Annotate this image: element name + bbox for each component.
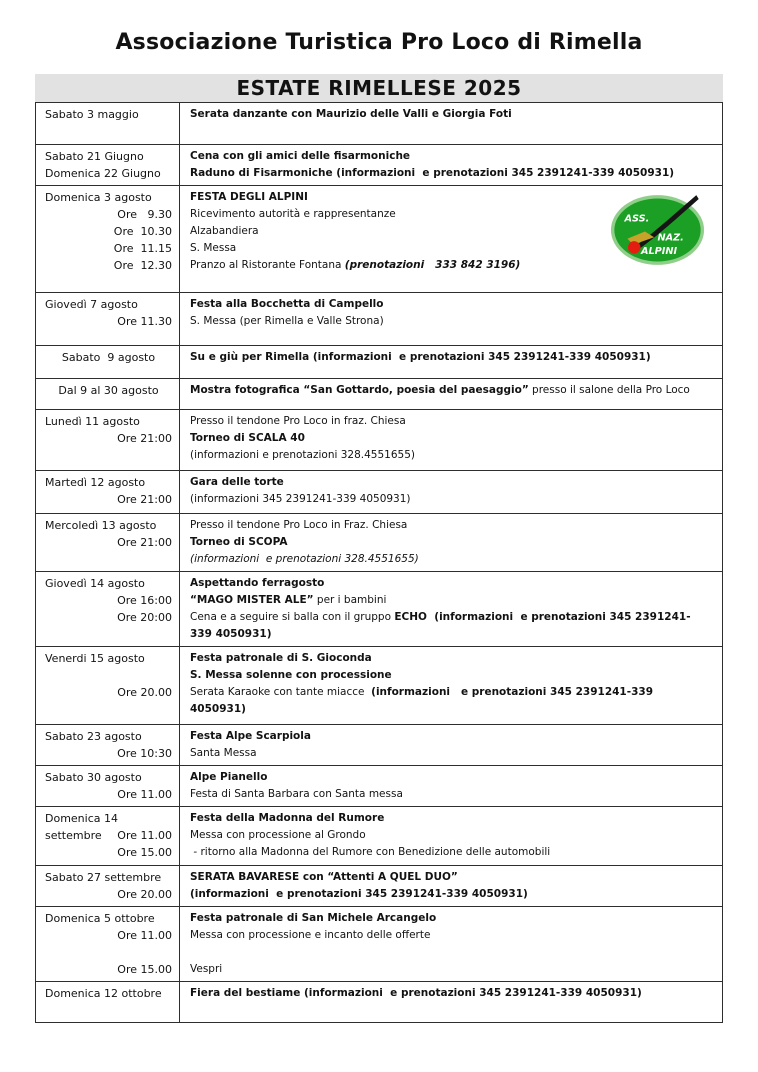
date-line	[45, 961, 172, 978]
date-text: Lunedì 11 agosto	[45, 415, 140, 428]
date-text: Giovedì 7 agosto	[45, 298, 138, 311]
event-cell	[180, 145, 722, 185]
date-line	[45, 609, 172, 626]
event-line	[190, 609, 714, 626]
date-cell	[36, 514, 180, 571]
table-row	[36, 103, 722, 145]
event-cell	[180, 807, 722, 865]
event-line	[190, 745, 714, 762]
event-cell	[180, 346, 722, 378]
event-line	[190, 869, 714, 886]
event-text: Ricevimento autorità e rappresentanze	[190, 208, 396, 220]
event-text: Cena con gli amici delle fisarmoniche	[190, 150, 411, 162]
table-row	[36, 647, 722, 725]
date-text: settembre	[45, 829, 102, 842]
date-line	[45, 413, 172, 430]
event-cell	[180, 766, 722, 806]
event-line	[190, 810, 714, 827]
banner-title: ESTATE RIMELLESE 2025	[236, 76, 522, 100]
event-text: Aspettando ferragosto	[190, 577, 325, 589]
event-line	[190, 296, 714, 313]
date-line	[45, 223, 172, 240]
date-cell	[36, 807, 180, 865]
event-text: Torneo di SCOPA	[190, 536, 288, 548]
date-line	[45, 534, 172, 551]
date-line	[45, 827, 172, 844]
date-line	[45, 769, 172, 786]
time-text: Ore 21:00	[117, 493, 172, 506]
event-line	[190, 148, 714, 165]
date-line	[45, 474, 172, 491]
event-text: Festa alla Bocchetta di Campello	[190, 298, 384, 310]
event-text: (informazioni e prenotazioni 328.4551655)	[190, 553, 419, 565]
event-text: Festa patronale di San Michele Arcangelo	[190, 912, 437, 924]
time-text: Ore 11.00	[117, 829, 172, 842]
event-line	[190, 927, 714, 944]
event-text: (informazioni e prenotazioni 345 2391241-339	[371, 686, 654, 698]
event-text: ECHO (informazioni e prenotazioni 345 2391241-	[394, 611, 691, 623]
date-cell	[36, 647, 180, 724]
date-line	[45, 148, 172, 165]
time-text: Ore 16:00	[117, 594, 172, 607]
date-cell	[36, 410, 180, 470]
event-line	[190, 728, 714, 745]
event-text: Cena e a seguire si balla con il gruppo	[190, 611, 395, 623]
event-cell	[180, 647, 722, 724]
event-text: Festa della Madonna del Rumore	[190, 812, 385, 824]
event-cell	[180, 103, 722, 144]
event-cell	[180, 725, 722, 765]
date-line: Sabato 9 agosto	[61, 351, 156, 364]
date-cell	[36, 866, 180, 906]
date-cell	[36, 471, 180, 513]
date-line	[45, 745, 172, 762]
date-text: Domenica 22 Giugno	[45, 167, 161, 180]
date-text: Sabato 3 maggio	[45, 108, 139, 121]
date-line	[45, 206, 172, 223]
event-text: S. Messa	[190, 242, 237, 254]
event-text: “MAGO MISTER ALE”	[190, 594, 314, 606]
date-text: Martedì 12 agosto	[45, 476, 146, 489]
time-text: Ore 9.30	[117, 208, 172, 221]
date-line	[45, 944, 172, 961]
events-table	[35, 102, 723, 1023]
event-text: Serata Karaoke con tante miacce	[190, 686, 372, 698]
event-text: presso il salone della Pro Loco	[528, 384, 690, 396]
date-line	[45, 313, 172, 330]
event-line	[190, 382, 714, 399]
date-cell	[36, 103, 180, 144]
table-row	[36, 346, 722, 379]
svg-text:NAZ.: NAZ.	[657, 232, 684, 244]
event-line	[190, 701, 714, 718]
event-text: Festa patronale di S. Gioconda	[190, 652, 372, 664]
event-line	[190, 961, 714, 978]
event-cell	[180, 410, 722, 470]
date-line	[45, 728, 172, 745]
event-text: Fiera del bestiame (informazioni e prenotazioni 345 2391241-339 4050931)	[190, 987, 642, 999]
date-text: Domenica 12 ottobre	[45, 987, 162, 1000]
date-line	[45, 517, 172, 534]
event-text: Festa Alpe Scarpiola	[190, 730, 311, 742]
table-row	[36, 866, 722, 907]
date-text: Mercoledì 13 agosto	[45, 519, 157, 532]
time-text: Ore 15.00	[117, 963, 172, 976]
time-text: Ore 20.00	[117, 686, 172, 699]
table-row	[36, 514, 722, 572]
date-line	[45, 189, 172, 206]
event-line	[190, 844, 714, 861]
event-text: S. Messa (per Rimella e Valle Strona)	[190, 315, 384, 327]
date-line	[45, 684, 172, 701]
event-text: Festa di Santa Barbara con Santa messa	[190, 788, 403, 800]
event-line	[190, 413, 714, 430]
date-cell	[36, 982, 180, 1022]
time-text: Ore 20.00	[117, 888, 172, 901]
event-cell	[180, 379, 722, 409]
event-line	[190, 551, 714, 568]
event-line	[190, 165, 714, 182]
event-text: 339 4050931)	[190, 628, 272, 640]
event-line	[190, 447, 714, 464]
event-cell	[180, 186, 722, 292]
date-text: Sabato 27 settembre	[45, 871, 162, 884]
time-text: Ore 11.00	[117, 929, 172, 942]
event-line	[190, 944, 714, 961]
date-line	[45, 869, 172, 886]
date-line	[45, 491, 172, 508]
event-text: Santa Messa	[190, 747, 257, 759]
event-line	[190, 769, 714, 786]
event-text: 4050931)	[190, 703, 246, 715]
event-cell	[180, 982, 722, 1022]
date-line	[45, 430, 172, 447]
table-row	[36, 766, 722, 807]
event-line	[190, 349, 714, 366]
time-text: Ore 11.15	[113, 242, 172, 255]
event-text: Alzabandiera	[190, 225, 259, 237]
time-text: Ore 21:00	[117, 536, 172, 549]
date-text: Domenica 3 agosto	[45, 191, 152, 204]
date-line	[45, 810, 172, 827]
date-text: Domenica 14	[45, 812, 118, 825]
date-text: Sabato 30 agosto	[45, 771, 142, 784]
date-line	[45, 240, 172, 257]
event-line	[190, 592, 714, 609]
date-cell	[36, 293, 180, 345]
event-text: Mostra fotografica “San Gottardo, poesia del paesaggio”	[190, 384, 529, 396]
svg-text:ASS.: ASS.	[624, 213, 650, 225]
time-text: Ore 10.30	[113, 225, 172, 238]
date-line	[45, 667, 172, 684]
event-cell	[180, 471, 722, 513]
date-line	[45, 786, 172, 803]
date-text: Sabato 23 agosto	[45, 730, 142, 743]
event-text: Raduno di Fisarmoniche (informazioni e prenotazioni 345 2391241-339 4050931)	[190, 167, 675, 179]
event-line	[190, 626, 714, 643]
date-cell	[36, 725, 180, 765]
time-text: Ore 11.00	[117, 788, 172, 801]
event-text: Su e giù per Rimella (informazioni e prenotazioni 345 2391241-339 4050931)	[190, 351, 651, 363]
date-cell	[36, 186, 180, 292]
date-line	[45, 106, 172, 123]
table-row	[36, 572, 722, 647]
event-text: Alpe Pianello	[190, 771, 268, 783]
table-row	[36, 982, 722, 1022]
event-line	[190, 827, 714, 844]
event-line	[190, 985, 714, 1002]
event-cell	[180, 866, 722, 906]
date-line	[45, 165, 172, 182]
event-text: Messa con processione e incanto delle offerte	[190, 929, 431, 941]
event-cell	[180, 907, 722, 981]
event-text: SERATA BAVARESE con “Attenti A QUEL DUO”	[190, 871, 458, 883]
table-row	[36, 807, 722, 866]
event-cell	[180, 572, 722, 646]
date-line	[45, 296, 172, 313]
date-cell	[36, 907, 180, 981]
event-text: Serata danzante con Maurizio delle Valli e Giorgia Foti	[190, 108, 512, 120]
event-cell	[180, 293, 722, 345]
event-line	[190, 650, 714, 667]
event-line	[190, 910, 714, 927]
event-cell	[180, 514, 722, 571]
table-row	[36, 145, 722, 186]
time-text: Ore 21:00	[117, 432, 172, 445]
alpini-logo	[609, 193, 706, 267]
date-line	[45, 592, 172, 609]
event-text: Presso il tendone Pro Loco in fraz. Chiesa	[190, 415, 406, 427]
date-text: Domenica 5 ottobre	[45, 912, 155, 925]
event-line	[190, 534, 714, 551]
event-text: Gara delle torte	[190, 476, 284, 488]
svg-text:ALPINI: ALPINI	[641, 246, 678, 258]
event-text: (informazioni 345 2391241-339 4050931)	[190, 493, 411, 505]
table-row	[36, 471, 722, 514]
time-text: Ore 12.30	[113, 259, 172, 272]
time-text: Ore 20:00	[117, 611, 172, 624]
date-cell	[36, 379, 180, 409]
date-text: Sabato 21 Giugno	[45, 150, 144, 163]
event-text: FESTA DEGLI ALPINI	[190, 191, 308, 203]
event-line	[190, 430, 714, 447]
event-text: - ritorno alla Madonna del Rumore con Benedizione delle automobili	[190, 846, 551, 858]
table-row	[36, 907, 722, 982]
date-line: Dal 9 al 30 agosto	[58, 384, 159, 397]
event-line	[190, 474, 714, 491]
date-cell	[36, 572, 180, 646]
event-line	[190, 491, 714, 508]
event-text: (informazioni e prenotazioni 345 2391241-339 4050931)	[190, 888, 528, 900]
event-text: S. Messa solenne con processione	[190, 669, 392, 681]
event-line	[190, 684, 714, 701]
banner	[35, 74, 723, 102]
date-line	[45, 927, 172, 944]
event-line	[190, 106, 714, 123]
date-text: Venerdi 15 agosto	[45, 652, 145, 665]
date-line	[45, 886, 172, 903]
table-row	[36, 379, 722, 410]
event-line	[190, 886, 714, 903]
event-text: Vespri	[190, 963, 223, 975]
event-text: (informazioni e prenotazioni 328.4551655)	[190, 449, 415, 461]
date-cell	[36, 766, 180, 806]
event-text: Messa con processione al Grondo	[190, 829, 366, 841]
event-line	[190, 667, 714, 684]
date-line	[45, 650, 172, 667]
event-line	[190, 786, 714, 803]
date-line	[45, 575, 172, 592]
date-text: Giovedì 14 agosto	[45, 577, 145, 590]
table-row	[36, 186, 722, 293]
event-text: per i bambini	[313, 594, 387, 606]
time-text: Ore 11.30	[117, 315, 172, 328]
date-cell	[36, 346, 180, 378]
event-text: Pranzo al Ristorante Fontana	[190, 259, 345, 271]
time-text: Ore 10:30	[117, 747, 172, 760]
event-line	[190, 313, 714, 330]
table-row	[36, 725, 722, 766]
event-text: (prenotazioni 333 842 3196)	[344, 259, 521, 271]
date-line	[45, 257, 172, 274]
event-text: Presso il tendone Pro Loco in Fraz. Chiesa	[190, 519, 408, 531]
event-text: Torneo di SCALA 40	[190, 432, 305, 444]
date-line	[45, 910, 172, 927]
date-cell	[36, 145, 180, 185]
date-line	[45, 985, 172, 1002]
time-text: Ore 15.00	[117, 846, 172, 859]
alpini-logo-icon	[609, 193, 706, 267]
table-row	[36, 293, 722, 346]
table-row	[36, 410, 722, 471]
date-line	[45, 844, 172, 861]
event-line	[190, 575, 714, 592]
event-line	[190, 517, 714, 534]
page-title: Associazione Turistica Pro Loco di Rimella	[115, 30, 643, 55]
